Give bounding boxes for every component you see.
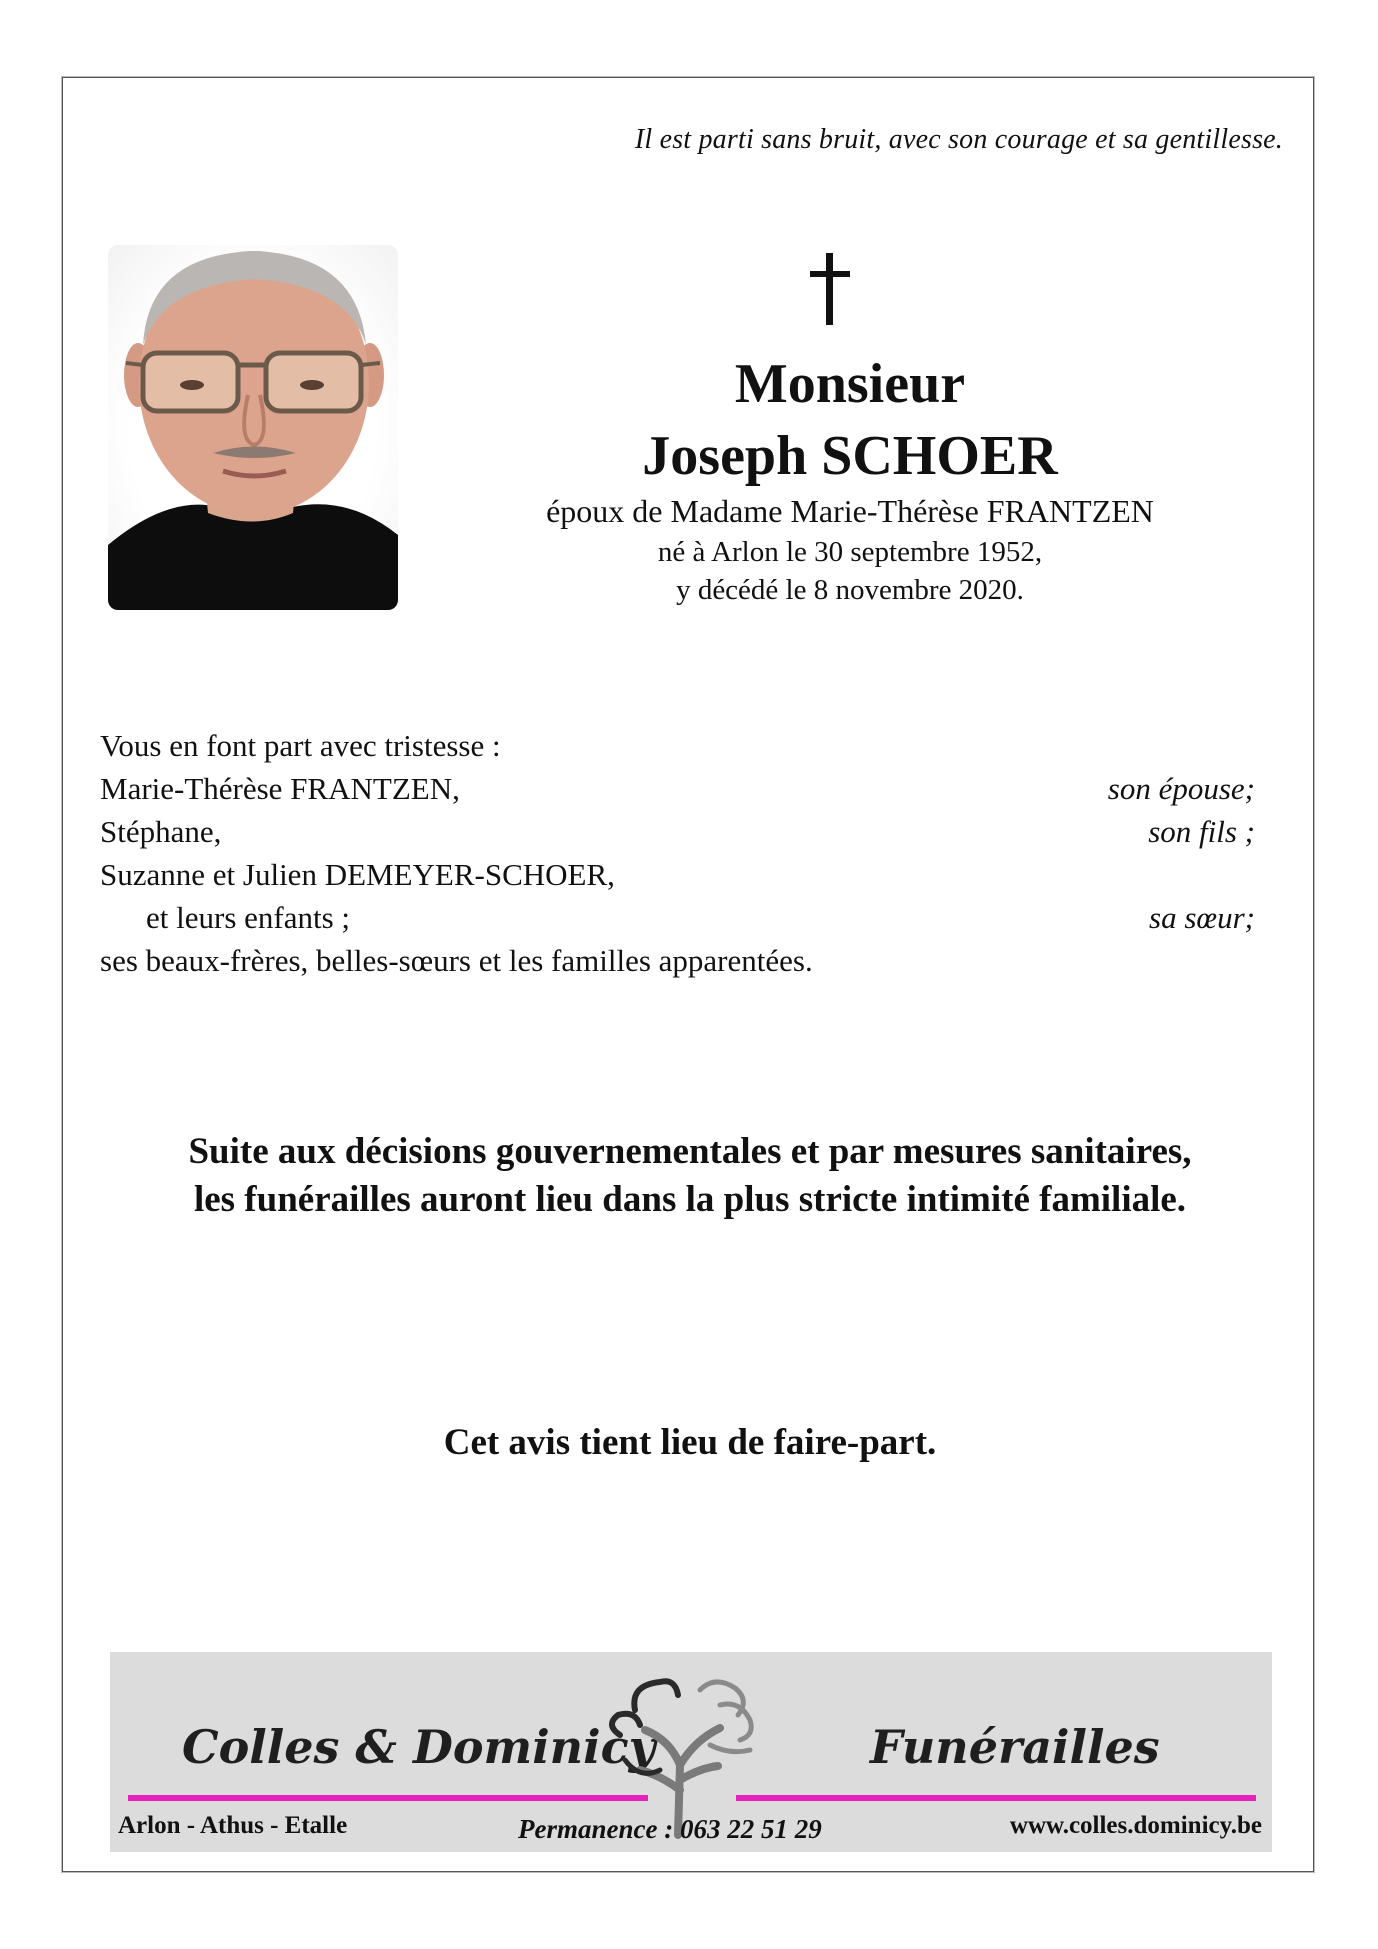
portrait-photo: [108, 245, 398, 610]
family-member: et leurs enfants ;: [146, 900, 351, 935]
family-row: [100, 767, 1255, 810]
accent-line-right: [736, 1795, 1256, 1801]
family-row: [100, 896, 1255, 939]
family-member: Marie-Thérèse FRANTZEN,: [100, 771, 460, 806]
family-closing: ses beaux-frères, belles-sœurs et les familles apparentées.: [100, 943, 813, 978]
deceased-name: Joseph SCHOER: [642, 425, 1058, 487]
sanitary-notice-line-1: Suite aux décisions gouvernementales et par mesures sanitaires,: [188, 1131, 1192, 1172]
permanence-phone: Permanence : 063 22 51 29: [518, 1814, 822, 1844]
salutation: Monsieur: [734, 353, 966, 415]
family-relation: sa sœur;: [1149, 900, 1255, 935]
family-relation: son fils ;: [1148, 814, 1255, 849]
website-link[interactable]: www.colles.dominicy.be: [1009, 1812, 1262, 1839]
accent-line-left: [128, 1795, 648, 1801]
family-member: Suzanne et Julien DEMEYER-SCHOER,: [100, 857, 615, 892]
sanitary-notice-line-2: les funérailles auront lieu dans la plus stricte intimité familiale.: [193, 1179, 1187, 1220]
family-list: [100, 724, 1255, 982]
family-intro: Vous en font part avec tristesse :: [100, 728, 501, 763]
funeral-home-banner: [110, 1652, 1272, 1852]
closing-note: Cet avis tient lieu de faire-part.: [443, 1422, 937, 1463]
locations: Arlon - Athus - Etalle: [118, 1812, 348, 1839]
family-row: [100, 810, 1255, 853]
family-member: Stéphane,: [100, 814, 222, 849]
cross-icon: [800, 253, 860, 333]
birth-line: né à Arlon le 30 septembre 1952,: [657, 536, 1043, 568]
spouse-line: époux de Madame Marie-Thérèse FRANTZEN: [546, 493, 1154, 529]
death-line: y décédé le 8 novembre 2020.: [676, 574, 1024, 606]
brand-service: Funérailles: [870, 1720, 1160, 1774]
family-row: [100, 853, 1255, 896]
epigraph: Il est parti sans bruit, avec son courage et sa gentillesse.: [634, 124, 1283, 155]
family-relation: son épouse;: [1107, 771, 1255, 806]
brand-name: Colles & Dominicy: [182, 1720, 656, 1774]
